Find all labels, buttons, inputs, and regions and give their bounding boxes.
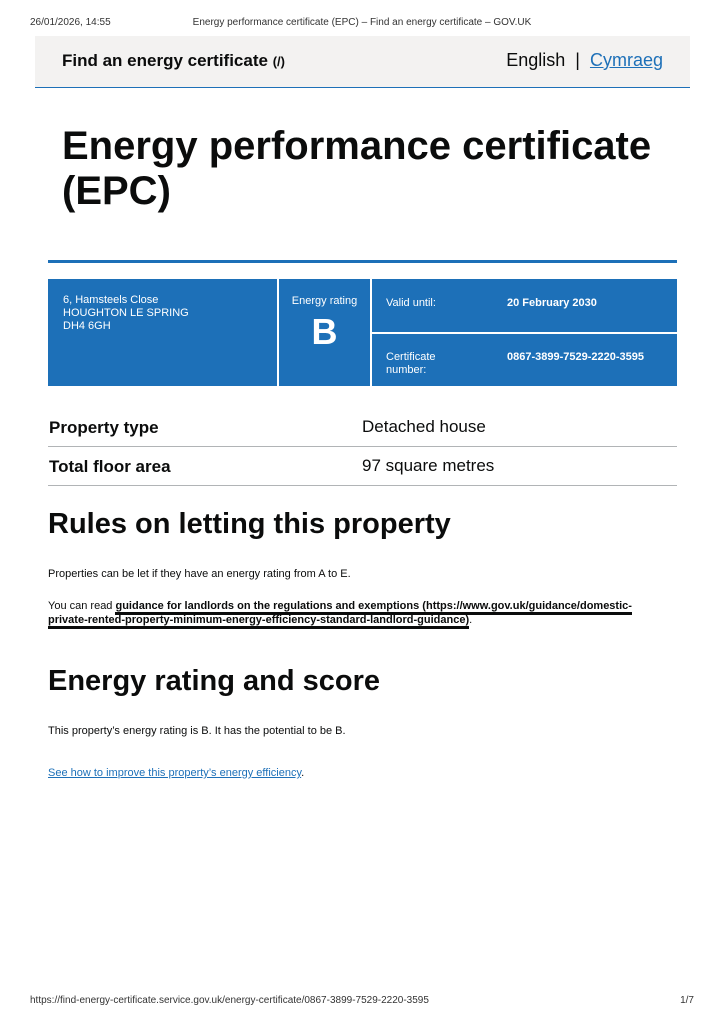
language-english: English <box>506 50 566 70</box>
language-separator: | <box>575 50 580 70</box>
letting-rules-text: Properties can be let if they have an energy rating from A to E. <box>48 568 351 580</box>
address-line: HOUGHTON LE SPRING <box>63 307 189 319</box>
energy-rating-statement: This property’s energy rating is B. It has the potential to be B. <box>48 725 346 737</box>
service-name[interactable] <box>62 51 285 71</box>
summary-row-property-type <box>48 408 677 447</box>
service-name-label[interactable]: Find an energy certificate <box>62 51 268 70</box>
address-cell <box>48 279 277 386</box>
valid-until-value: 20 February 2030 <box>507 297 597 309</box>
letting-rules-heading: Rules on letting this property <box>48 508 451 540</box>
address-line: 6, Hamsteels Close <box>63 294 159 306</box>
guidance-suffix: . <box>469 614 473 626</box>
summary-row-floor-area <box>48 447 677 486</box>
summary-key: Property type <box>49 418 159 437</box>
improve-efficiency-link[interactable]: See how to improve this property’s energy efficiency <box>48 767 302 779</box>
language-cymraeg-link[interactable]: Cymraeg <box>589 50 663 70</box>
page-title: Energy performance certificate (EPC) <box>62 124 652 213</box>
certificate-number-cell <box>372 334 677 386</box>
improve-efficiency-paragraph <box>48 766 658 780</box>
summary-value: 97 square metres <box>362 456 495 475</box>
print-document-title: Energy performance certificate (EPC) – Find an energy certificate – GOV.UK <box>192 17 532 28</box>
energy-rating-label: Energy rating <box>291 295 358 307</box>
address-postcode: DH4 6GH <box>63 320 111 332</box>
landlord-guidance-link[interactable] <box>48 600 632 626</box>
summary-key: Total floor area <box>49 457 171 476</box>
print-page-number: 1/7 <box>680 995 694 1006</box>
landlord-guidance-url[interactable]: (https://www.gov.uk/guidance/domestic-private-rented-property-minimum-energy-efficiency-standard-landlord-guidance) <box>48 600 632 626</box>
title-divider <box>48 260 677 263</box>
home-link-url: (/) <box>272 54 285 69</box>
guidance-prefix: You can read <box>48 600 116 612</box>
print-footer <box>30 995 694 1009</box>
print-datetime: 26/01/2026, 14:55 <box>30 17 111 28</box>
improve-suffix: . <box>301 767 305 779</box>
energy-rating-cell <box>279 279 370 386</box>
service-header <box>35 36 690 88</box>
print-footer-url: https://find-energy-certificate.service.gov.uk/energy-certificate/0867-3899-7529-2220-3595 <box>30 995 429 1006</box>
landlord-guidance-link-text[interactable]: guidance for landlords on the regulations and exemptions <box>115 600 420 612</box>
summary-value: Detached house <box>362 417 486 436</box>
language-switcher <box>506 50 663 71</box>
energy-rating-score-heading: Energy rating and score <box>48 665 380 697</box>
epc-summary-panel <box>48 279 677 386</box>
energy-rating-letter: B <box>311 311 338 352</box>
landlord-guidance-paragraph <box>48 599 658 627</box>
valid-until-cell <box>372 279 677 332</box>
certificate-number-value: 0867-3899-7529-2220-3595 <box>507 351 645 363</box>
valid-until-label: Valid until: <box>386 297 436 309</box>
property-summary-list <box>48 408 677 486</box>
print-header <box>30 17 694 31</box>
certificate-number-label: Certificate number: <box>386 351 436 376</box>
